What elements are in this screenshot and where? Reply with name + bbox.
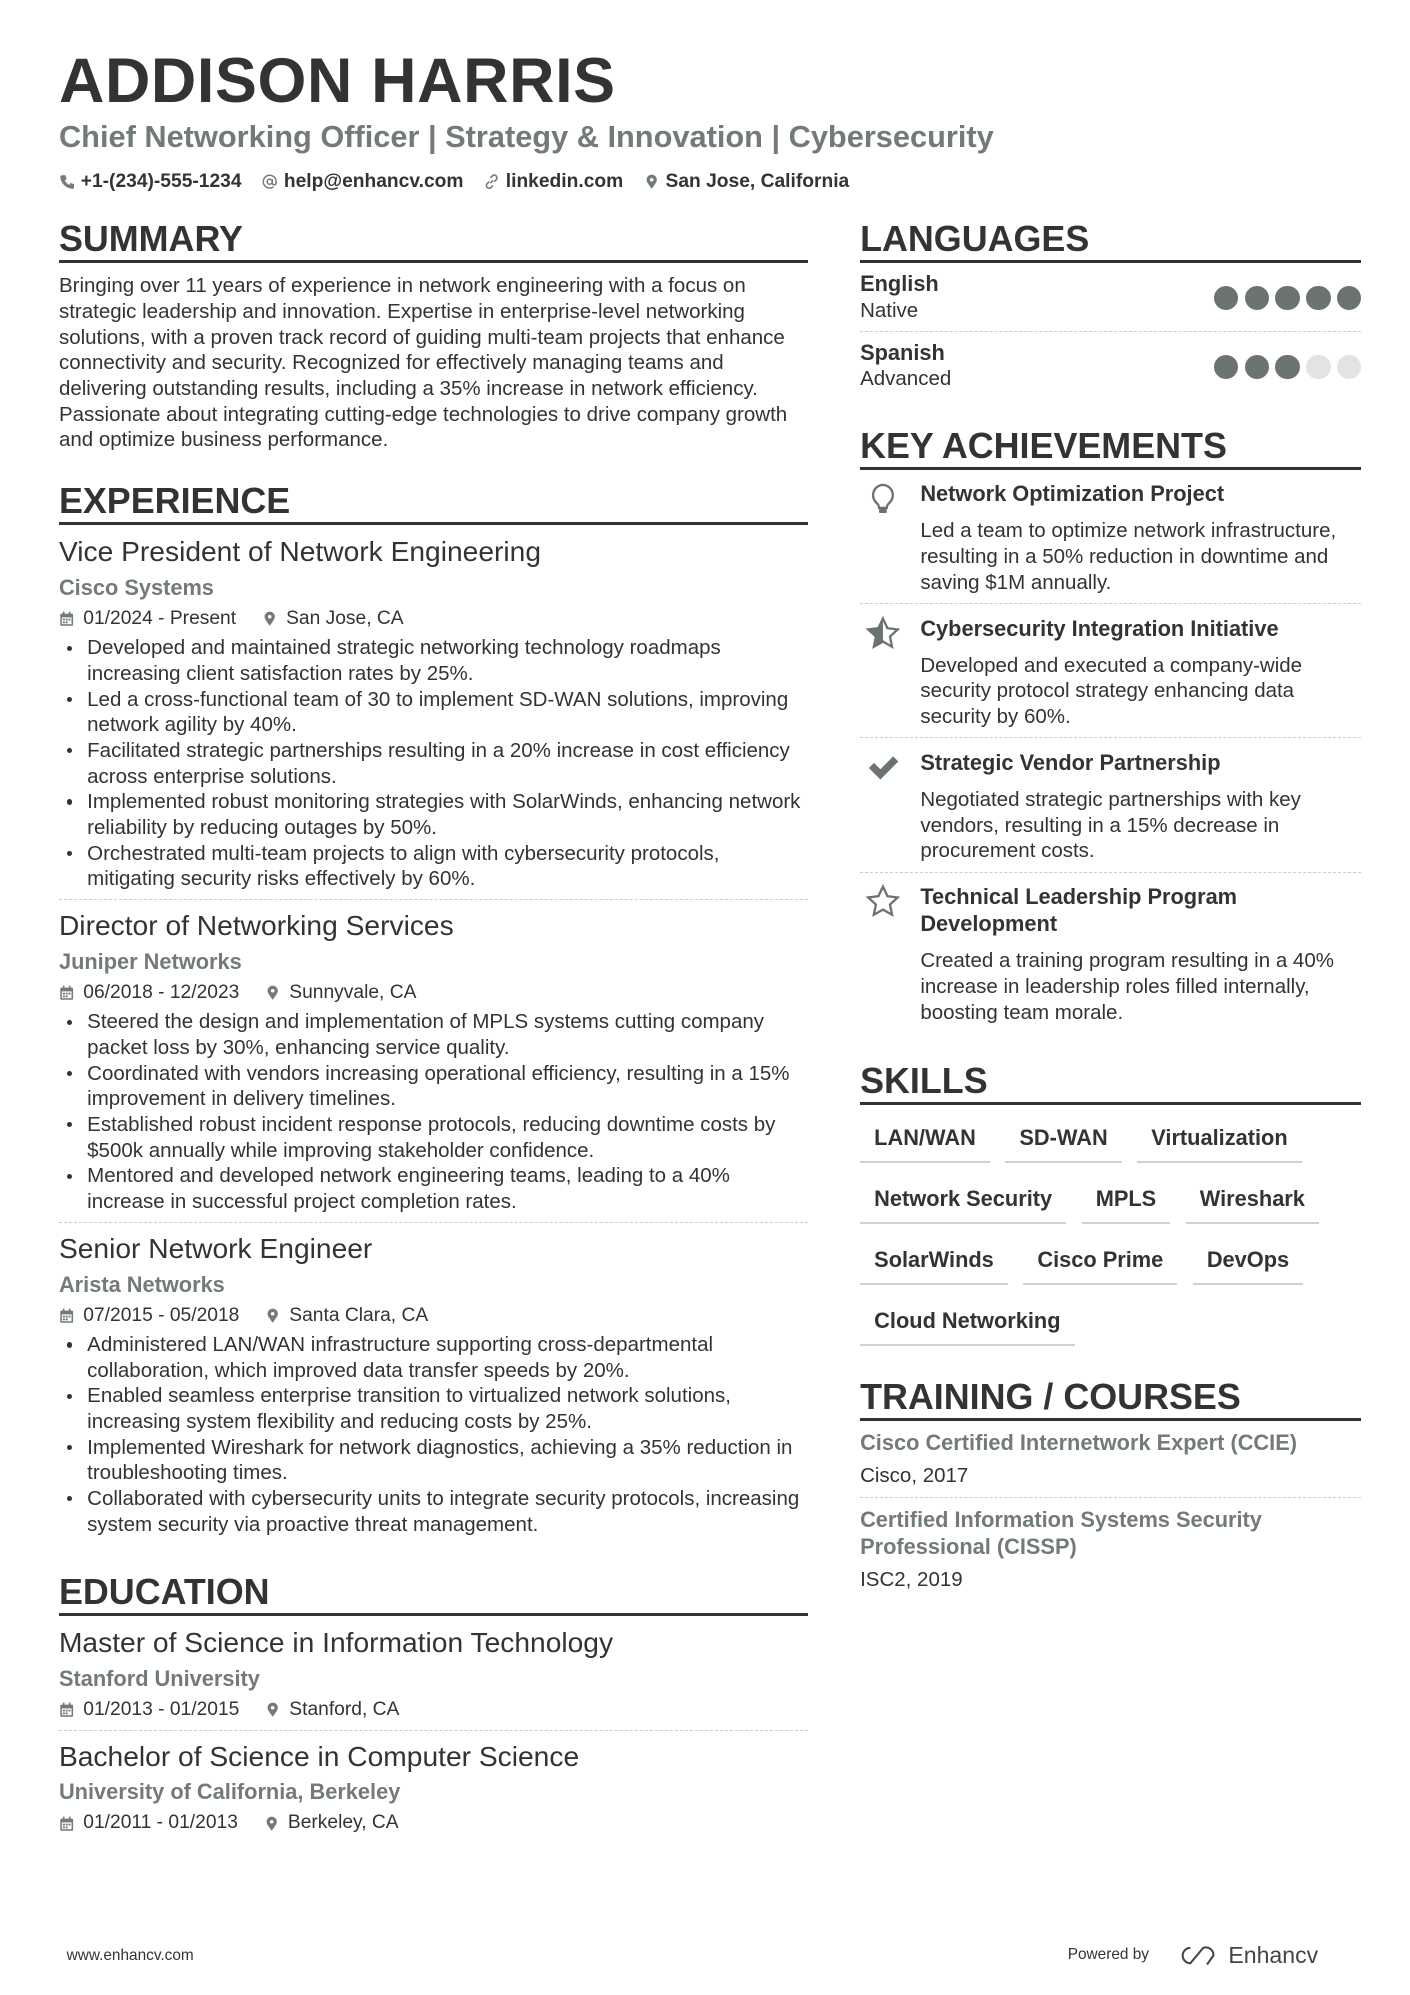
date-text: 01/2011 - 01/2013 (83, 1812, 238, 1834)
achievement-desc: Negotiated strategic partnerships with key vendors, resulting in a 15% decrease in procurement costs. (920, 788, 1301, 863)
achievement-icon-wrap (860, 750, 920, 864)
date-range (59, 606, 236, 632)
language-item (860, 263, 1361, 332)
language-text (860, 340, 951, 394)
bullet-item: Established robust incident response protocols, reducing downtime costs by $500k annually while improving stakeholder confidence. (59, 1112, 808, 1163)
proficiency-dot (1214, 286, 1238, 310)
bullet-list (59, 635, 808, 891)
enhancv-logo-icon (1175, 1944, 1221, 1967)
bullet-item: Enabled seamless enterprise transition to virtualized network solutions, increasing system flexibility and reducing costs by 25%. (59, 1383, 808, 1434)
date-text: 07/2015 - 05/2018 (83, 1304, 240, 1326)
meta-row (59, 1810, 808, 1836)
achievement-item (860, 604, 1361, 738)
achievement-item (860, 470, 1361, 604)
proficiency-dot (1306, 286, 1330, 310)
achievement-body (920, 616, 1361, 730)
language-item (860, 332, 1361, 400)
star-outline-icon (865, 884, 901, 920)
contact-item[interactable] (59, 169, 242, 195)
experience-item (59, 1232, 808, 1545)
achievements-list (860, 470, 1361, 1033)
bullet-item: Collaborated with cybersecurity units to integrate security protocols, increasing system security via proactive threat management. (59, 1486, 808, 1537)
proficiency-dot (1306, 355, 1330, 379)
course-item (860, 1498, 1361, 1601)
bullet-item: Developed and maintained strategic networking technology roadmaps increasing client satisfaction rates by 25%. (59, 635, 808, 686)
location-icon (644, 174, 659, 189)
half-star-icon (865, 616, 901, 652)
location (262, 606, 404, 632)
achievement-title: Network Optimization Project (920, 481, 1225, 507)
experience-item (59, 909, 808, 1223)
skill-tag: Cloud Networking (860, 1299, 1075, 1346)
contact-text: +1-(234)-555-1234 (80, 171, 242, 193)
phone-icon (59, 174, 74, 189)
meta-row (59, 606, 808, 632)
contact-text: linkedin.com (505, 171, 624, 193)
calendar-icon (59, 611, 74, 626)
skills-heading: SKILLS (860, 1062, 1361, 1105)
meta-row (59, 1697, 808, 1723)
school-name: University of California, Berkeley (58, 1779, 401, 1805)
summary-text: Bringing over 11 years of experience in network engineering with a focus on strategic leadership and innovation. Expertise in enterprise-level networking solutions, with a proven track record of guiding multi-team projects that enhance connectivity and security. Recognized for effectively managing teams and delivering outstanding results, including a 35% increase in network efficiency. Passionate about integrating cutting-edge technologies to drive company growth and optimize business performance. (58, 274, 788, 452)
location (265, 1303, 428, 1329)
bullet-item: Steered the design and implementation of MPLS systems cutting company packet loss by 30%, enhancing service quality. (59, 1009, 808, 1060)
location-icon (265, 985, 280, 1000)
skill-tag: DevOps (1193, 1239, 1304, 1286)
bullet-item: Coordinated with vendors increasing operational efficiency, resulting in a 15% improvement in delivery timelines. (59, 1061, 808, 1112)
course-provider: Cisco, 2017 (860, 1464, 969, 1488)
course-provider: ISC2, 2019 (860, 1567, 963, 1591)
achievement-title: Cybersecurity Integration Initiative (920, 615, 1279, 641)
education-list (59, 1626, 808, 1844)
job-title: Director of Networking Services (58, 909, 454, 942)
achievement-item (860, 873, 1361, 1033)
achievement-desc: Created a training program resulting in a 40% increase in leadership roles filled internally, boosting team morale. (920, 949, 1334, 1024)
skill-tag: Wireshark (1186, 1178, 1319, 1225)
proficiency-dot (1245, 355, 1269, 379)
achievement-icon-wrap (860, 481, 920, 595)
checkmark-icon (865, 750, 901, 786)
language-name: English (860, 270, 939, 296)
location-text: San Jose, CA (286, 607, 404, 629)
languages-list (860, 263, 1361, 400)
skill-tag: Network Security (860, 1178, 1066, 1225)
proficiency-dots (1214, 286, 1361, 310)
skill-tag: MPLS (1082, 1178, 1171, 1225)
achievement-icon-wrap (860, 616, 920, 730)
calendar-icon (59, 1816, 74, 1831)
course-title: Certified Information Systems Security Professional (CISSP) (860, 1506, 1262, 1559)
location-icon (264, 1816, 279, 1831)
calendar-icon (59, 985, 74, 1000)
location-text: Berkeley, CA (287, 1812, 399, 1834)
skill-tag: SD-WAN (1005, 1117, 1122, 1164)
language-level: Advanced (860, 367, 952, 391)
course-item (860, 1421, 1361, 1498)
date-range (59, 1697, 239, 1723)
link-icon (484, 174, 499, 189)
lightbulb-icon (865, 481, 901, 517)
location-text: Sunnyvale, CA (289, 981, 417, 1003)
bullet-item: Mentored and developed network engineering teams, leading to a 40% increase in successful project completion rates. (59, 1163, 808, 1214)
achievements-heading: KEY ACHIEVEMENTS (860, 427, 1361, 470)
education-heading: EDUCATION (59, 1573, 808, 1616)
bullet-item: Implemented Wireshark for network diagnostics, achieving a 35% reduction in troubleshooting times. (59, 1435, 808, 1486)
education-item (59, 1626, 808, 1731)
course-title: Cisco Certified Internetwork Expert (CCIE) (860, 1430, 1297, 1456)
date-range (59, 1810, 238, 1836)
bullet-item: Implemented robust monitoring strategies with SolarWinds, enhancing network reliability by reducing outages by 50%. (59, 789, 808, 840)
calendar-icon (59, 1308, 74, 1323)
languages-heading: LANGUAGES (860, 220, 1361, 263)
bullet-list (59, 1332, 808, 1537)
date-text: 01/2013 - 01/2015 (83, 1698, 240, 1720)
meta-row (59, 980, 808, 1006)
contact-text: San Jose, California (665, 171, 850, 193)
degree-title: Master of Science in Information Technology (58, 1626, 614, 1659)
proficiency-dots (1214, 355, 1361, 379)
enhancv-logo[interactable] (1175, 1942, 1319, 1969)
contact-bar (59, 169, 849, 195)
meta-row (59, 1303, 808, 1329)
proficiency-dot (1337, 355, 1361, 379)
achievement-title: Technical Leadership Program Development (920, 884, 1238, 937)
location (265, 1697, 399, 1723)
bullet-item: Facilitated strategic partnerships resulting in a 20% increase in cost efficiency across enterprise solutions. (59, 738, 808, 789)
location-icon (262, 611, 277, 626)
footer-website[interactable]: www.enhancv.com (66, 1947, 194, 1965)
bullet-item: Orchestrated multi-team projects to align with cybersecurity protocols, mitigating security risks effectively by 60%. (59, 841, 808, 892)
proficiency-dot (1337, 286, 1361, 310)
candidate-name: ADDISON HARRIS (58, 46, 616, 117)
skills-list (860, 1117, 1361, 1347)
right-column (860, 220, 1361, 1600)
contact-item[interactable] (262, 169, 463, 195)
achievement-body (920, 884, 1361, 1025)
powered-by-label: Powered by (1067, 1946, 1149, 1964)
proficiency-dot (1275, 286, 1299, 310)
achievement-body (920, 481, 1361, 595)
skill-tag: LAN/WAN (860, 1117, 990, 1164)
degree-title: Bachelor of Science in Computer Science (58, 1739, 580, 1772)
footer-powered (1068, 1942, 1318, 1969)
date-range (59, 980, 239, 1006)
location (265, 980, 416, 1006)
experience-item (59, 535, 808, 900)
experience-heading: EXPERIENCE (59, 482, 808, 525)
date-text: 06/2018 - 12/2023 (83, 981, 240, 1003)
date-text: 01/2024 - Present (83, 607, 237, 629)
company-name: Cisco Systems (58, 574, 214, 600)
candidate-title: Chief Networking Officer | Strategy & Innovation | Cybersecurity (58, 118, 994, 154)
training-list (860, 1421, 1361, 1600)
contact-item[interactable] (644, 169, 850, 195)
language-text (860, 271, 939, 325)
location-icon (265, 1308, 280, 1323)
achievement-desc: Led a team to optimize network infrastructure, resulting in a 50% reduction in downtime and saving $1M annually. (920, 519, 1337, 594)
bullet-item: Administered LAN/WAN infrastructure supporting cross-departmental collaboration, which improved data transfer speeds by 20%. (59, 1332, 808, 1383)
bullet-list (59, 1009, 808, 1214)
achievement-icon-wrap (860, 884, 920, 1025)
proficiency-dot (1214, 355, 1238, 379)
training-heading: TRAINING / COURSES (860, 1378, 1361, 1421)
language-level: Native (860, 298, 919, 322)
skill-tag: Cisco Prime (1023, 1239, 1177, 1286)
achievement-body (920, 750, 1361, 864)
calendar-icon (59, 1702, 74, 1717)
skill-tag: SolarWinds (860, 1239, 1008, 1286)
company-name: Arista Networks (58, 1271, 225, 1297)
summary-heading: SUMMARY (59, 220, 808, 263)
date-range (59, 1303, 239, 1329)
contact-text: help@enhancv.com (283, 171, 464, 193)
contact-item[interactable] (484, 169, 623, 195)
enhancv-brand: Enhancv (1228, 1941, 1319, 1968)
company-name: Juniper Networks (58, 948, 242, 974)
bullet-item: Led a cross-functional team of 30 to implement SD-WAN solutions, improving network agility by 40%. (59, 687, 808, 738)
location-text: Santa Clara, CA (289, 1304, 429, 1326)
achievement-item (860, 738, 1361, 872)
language-name: Spanish (860, 339, 945, 365)
school-name: Stanford University (58, 1665, 260, 1691)
achievement-desc: Developed and executed a company-wide security protocol strategy enhancing data security by 60%. (920, 653, 1303, 729)
location-text: Stanford, CA (289, 1698, 400, 1720)
experience-list (59, 535, 808, 1545)
at-icon (262, 174, 277, 189)
location (264, 1810, 399, 1836)
skill-tag: Virtualization (1137, 1117, 1302, 1164)
achievement-title: Strategic Vendor Partnership (920, 749, 1221, 775)
location-icon (265, 1702, 280, 1717)
left-column (59, 220, 808, 1843)
job-title: Vice President of Network Engineering (58, 535, 542, 568)
proficiency-dot (1275, 355, 1299, 379)
job-title: Senior Network Engineer (58, 1232, 373, 1265)
proficiency-dot (1245, 286, 1269, 310)
education-item (59, 1740, 808, 1844)
